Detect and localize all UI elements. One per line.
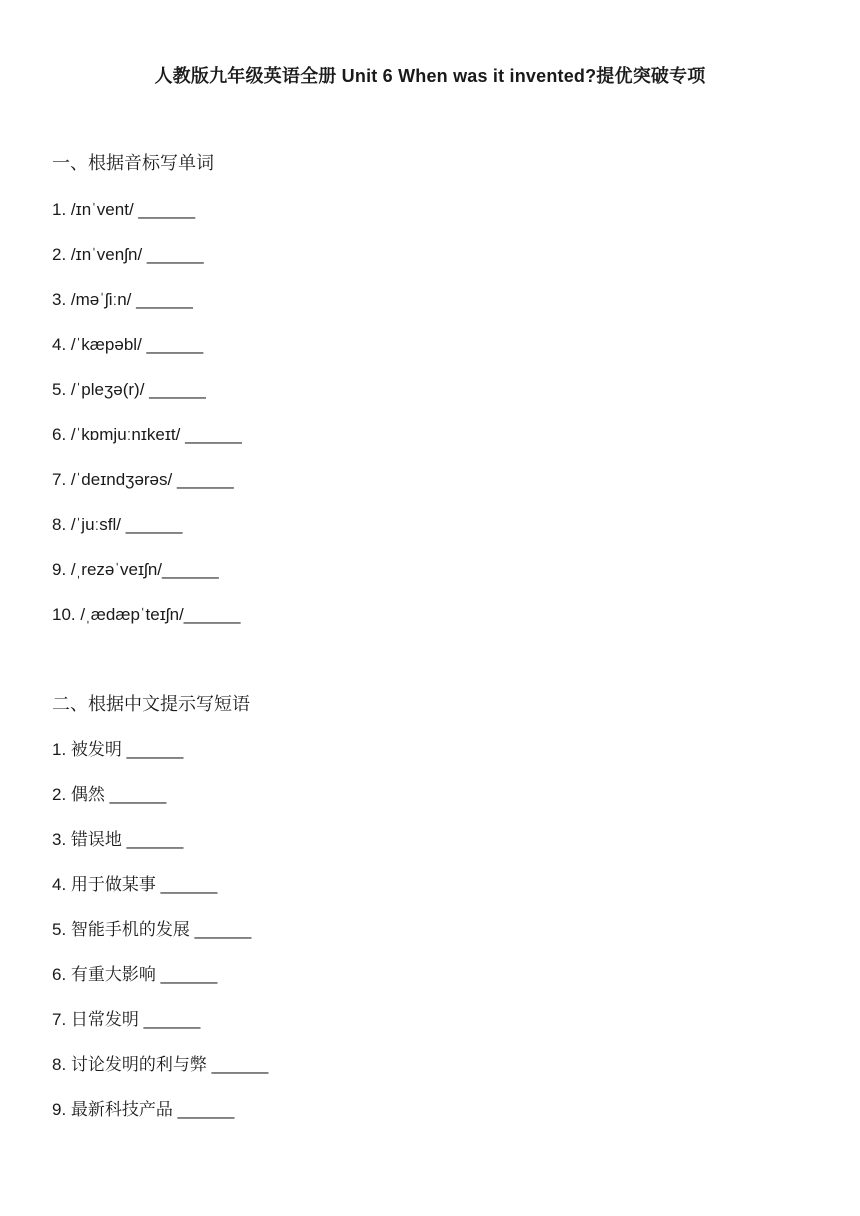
answer-blank: ______	[138, 1010, 201, 1029]
item-number: 3.	[52, 290, 67, 309]
item-number: 3.	[52, 830, 67, 849]
item-number: 5.	[52, 380, 67, 399]
phonetic-text: /ˈjuːsfl/	[70, 515, 121, 534]
item-number: 10.	[52, 605, 76, 624]
answer-blank: ______	[121, 830, 184, 849]
phonetic-text: /ˈkɒmjuːnɪkeɪt/	[70, 425, 181, 444]
list-item	[52, 603, 812, 648]
list-item	[52, 783, 812, 828]
phonetic-text: /məˈʃiːn/	[70, 290, 132, 309]
answer-blank: ______	[172, 1100, 235, 1119]
chinese-prompt: 讨论发明的利与弊	[70, 1055, 207, 1075]
item-number: 8.	[52, 1055, 67, 1074]
list-item	[52, 963, 812, 1008]
chinese-prompt: 被发明	[70, 740, 122, 760]
list-item	[52, 873, 812, 918]
chinese-prompt: 用于做某事	[70, 875, 156, 895]
answer-blank: ______	[120, 515, 183, 534]
item-number: 9.	[52, 1100, 67, 1119]
answer-blank: ______	[172, 470, 234, 489]
list-item	[52, 288, 812, 333]
list-item	[52, 468, 812, 513]
item-number: 5.	[52, 920, 67, 939]
answer-blank: ______	[121, 740, 184, 759]
list-item	[52, 378, 812, 423]
item-number: 9.	[52, 560, 67, 579]
list-item	[52, 558, 812, 603]
section-phonetic-words	[52, 152, 812, 648]
list-item	[52, 1053, 812, 1098]
chinese-prompt: 有重大影响	[70, 965, 156, 985]
item-number: 1.	[52, 740, 67, 759]
item-number: 4.	[52, 875, 67, 894]
answer-blank: ______	[183, 605, 241, 624]
answer-blank: ______	[104, 785, 167, 804]
item-number: 6.	[52, 965, 67, 984]
answer-blank: ______	[144, 380, 206, 399]
list-item	[52, 423, 812, 468]
item-number: 7.	[52, 1010, 67, 1029]
answer-blank: ______	[180, 425, 242, 444]
item-list	[52, 198, 812, 648]
answer-blank: ______	[155, 965, 218, 984]
section-heading: 二、根据中文提示写短语	[52, 694, 250, 715]
phonetic-text: /ˈkæpəbl/	[70, 335, 142, 354]
chinese-prompt: 智能手机的发展	[70, 920, 190, 940]
section-chinese-phrases	[52, 693, 812, 1143]
list-item	[52, 918, 812, 963]
phonetic-text: /ˌrezəˈveɪʃn/	[70, 560, 162, 579]
chinese-prompt: 最新科技产品	[70, 1100, 173, 1120]
chinese-prompt: 偶然	[70, 785, 105, 805]
answer-blank: ______	[206, 1055, 269, 1074]
list-item	[52, 1098, 812, 1143]
answer-blank: ______	[155, 875, 218, 894]
item-number: 2.	[52, 245, 67, 264]
list-item	[52, 828, 812, 873]
item-number: 8.	[52, 515, 67, 534]
item-number: 1.	[52, 200, 67, 219]
phonetic-text: /ˌædæpˈteɪʃn/	[80, 605, 184, 624]
answer-blank: ______	[141, 335, 204, 354]
phonetic-text: /ˈdeɪndʒərəs/	[70, 470, 173, 489]
chinese-prompt: 日常发明	[70, 1010, 139, 1030]
list-item	[52, 1008, 812, 1053]
item-list	[52, 738, 812, 1143]
section-heading: 一、根据音标写单词	[52, 153, 214, 174]
phonetic-text: /ɪnˈvenʃn/	[70, 245, 143, 264]
list-item	[52, 243, 812, 288]
item-number: 2.	[52, 785, 67, 804]
item-number: 7.	[52, 470, 67, 489]
page-title: 人教版九年级英语全册 Unit 6 When was it invented?提优突破专项	[154, 66, 706, 86]
phonetic-text: /ɪnˈvent/	[70, 200, 134, 219]
chinese-prompt: 错误地	[70, 830, 122, 850]
phonetic-text: /ˈpleʒə(r)/	[70, 380, 145, 399]
item-number: 6.	[52, 425, 67, 444]
list-item	[52, 198, 812, 243]
answer-blank: ______	[133, 200, 196, 219]
answer-blank: ______	[142, 245, 204, 264]
list-item	[52, 513, 812, 558]
answer-blank: ______	[162, 560, 219, 579]
list-item	[52, 333, 812, 378]
answer-blank: ______	[131, 290, 193, 309]
item-number: 4.	[52, 335, 67, 354]
answer-blank: ______	[189, 920, 252, 939]
list-item	[52, 738, 812, 783]
